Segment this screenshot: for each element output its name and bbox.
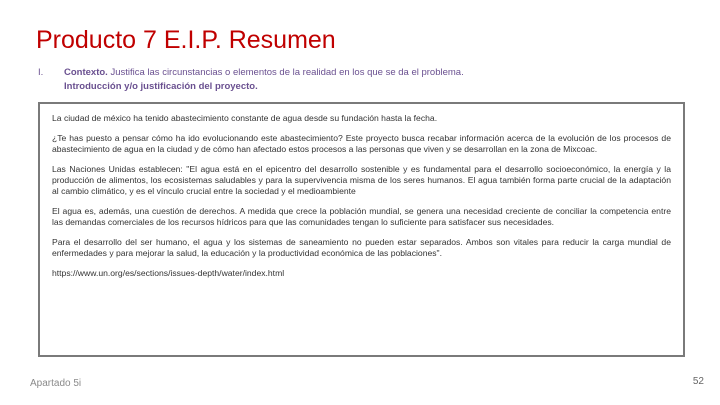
document-box	[38, 102, 685, 357]
section-label: Contexto.	[64, 67, 108, 78]
footer-section-label: Apartado 5i	[30, 378, 82, 389]
section-description: Justifica las circunstancias o elementos de la realidad en los que se da el problema.	[110, 67, 464, 78]
section-line	[38, 66, 464, 80]
page-title: Producto 7 E.I.P. Resumen	[36, 26, 336, 54]
source-link[interactable]: https://www.un.org/es/sections/issues-depth/water/index.html	[52, 268, 285, 278]
paragraph-sanitation: Para el desarrollo del ser humano, el agua y los sistemas de saneamiento no pueden estar separados. Ambos son vitales para reducir la carga mundial de enfermedades y para mejorar la salud, la educación y la productividad económica de las poblaciones".	[52, 237, 671, 258]
paragraph-un-quote: Las Naciones Unidas establecen: "El agua está en el epicentro del desarrollo sostenible y es fundamental para el desarrollo socioeconómico, la energía y la producción de alimentos, los ecosistemas saludables y para la supervivencia misma de los seres humanos. El agua también forma parte crucial de la adaptación al cambio climático, y es el vínculo crucial entre la sociedad y el medioambiente	[52, 164, 671, 196]
paragraph-intro: La ciudad de méxico ha tenido abastecimiento constante de agua desde su fundación hasta la fecha.	[52, 113, 438, 123]
section-number: I.	[38, 67, 44, 78]
paragraph-rights: El agua es, además, una cuestión de derechos. A medida que crece la población mundial, se genera una necesidad creciente de conciliar la competencia entre las demandas comerciales de los recursos hídricos para que las comunidades tengan lo suficiente para satisfacer sus necesidades.	[52, 206, 671, 227]
paragraph-question: ¿Te has puesto a pensar cómo ha ido evolucionando este abastecimiento? Este proyecto busca recabar información acerca de la evolución de los procesos de abastecimiento de agua en la ciudad y de cómo han afectado estos procesos a las personas que viven y se desarrollan en la zona de Mixcoac.	[52, 133, 671, 154]
section-subheading: Introducción y/o justificación del proyecto.	[64, 81, 258, 92]
section-header	[38, 66, 464, 94]
page-number: 52	[692, 376, 704, 387]
